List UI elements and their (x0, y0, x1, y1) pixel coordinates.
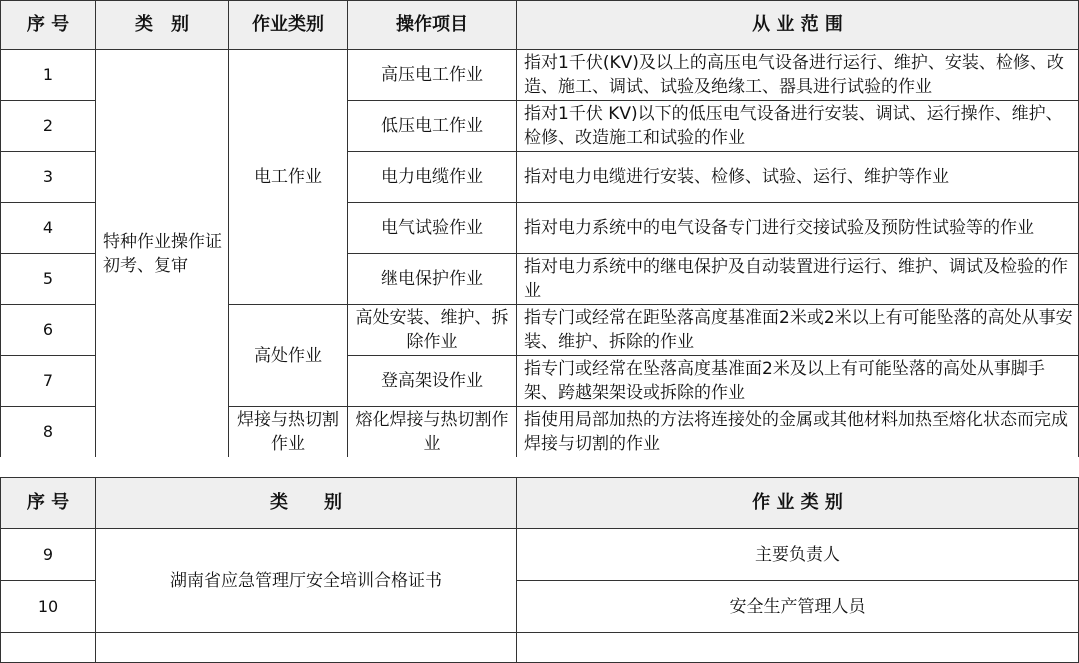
row-no: 4 (1, 203, 96, 254)
scope-text: 指对电力电缆进行安装、检修、试验、运行、维护等作业 (517, 152, 1079, 203)
header-operation-type: 作 业 类 别 (517, 478, 1079, 529)
empty-cell (517, 633, 1079, 663)
operation-type: 主要负责人 (517, 529, 1079, 581)
operation-item: 电力电缆作业 (348, 152, 517, 203)
row-no: 10 (1, 581, 96, 633)
empty-cell (96, 633, 517, 663)
header-no: 序 号 (1, 1, 96, 50)
operation-item: 熔化焊接与热切割作业 (348, 407, 517, 458)
table-header-row (1, 1, 1079, 50)
safety-training-table (0, 477, 1079, 663)
operation-item: 高压电工作业 (348, 50, 517, 101)
row-no: 9 (1, 529, 96, 581)
header-category: 类 别 (96, 478, 517, 529)
scope-text: 指对1千伏 KV)以下的低压电气设备进行安装、调试、运行操作、维护、检修、改造施工和试验的作业 (517, 101, 1079, 152)
row-no: 1 (1, 50, 96, 101)
scope-text: 指使用局部加热的方法将连接处的金属或其他材料加热至熔化状态而完成焊接与切割的作业 (517, 407, 1079, 458)
row-no: 5 (1, 254, 96, 305)
header-no: 序 号 (1, 478, 96, 529)
scope-text: 指专门或经常在坠落高度基准面2米及以上有可能坠落的高处从事脚手架、跨越架架设或拆除的作业 (517, 356, 1079, 407)
operation-item: 登高架设作业 (348, 356, 517, 407)
table-row-partial (1, 633, 1079, 663)
operation-item: 继电保护作业 (348, 254, 517, 305)
table-row (1, 50, 1079, 101)
header-category: 类 别 (96, 1, 229, 50)
scope-text: 指对1千伏(KV)及以上的高压电气设备进行运行、维护、安装、检修、改造、施工、调试、试验及绝缘工、器具进行试验的作业 (517, 50, 1079, 101)
header-operation-type: 作业类别 (229, 1, 348, 50)
table-gap (0, 457, 1079, 477)
scope-text: 指对电力系统中的电气设备专门进行交接试验及预防性试验等的作业 (517, 203, 1079, 254)
row-no: 3 (1, 152, 96, 203)
table-header-row (1, 478, 1079, 529)
operation-item: 高处安装、维护、拆除作业 (348, 305, 517, 356)
row-no: 2 (1, 101, 96, 152)
scope-text: 指专门或经常在距坠落高度基准面2米或2米以上有可能坠落的高处从事安装、维护、拆除的作业 (517, 305, 1079, 356)
header-operation-item: 操作项目 (348, 1, 517, 50)
row-no: 7 (1, 356, 96, 407)
table-row (1, 529, 1079, 581)
operation-item: 低压电工作业 (348, 101, 517, 152)
certificate-category: 湖南省应急管理厅安全培训合格证书 (96, 529, 517, 633)
row-no: 6 (1, 305, 96, 356)
group-welding: 焊接与热切割作业 (229, 407, 348, 458)
row-no: 8 (1, 407, 96, 458)
operation-type: 安全生产管理人员 (517, 581, 1079, 633)
group-electrical: 电工作业 (229, 50, 348, 305)
group-height: 高处作业 (229, 305, 348, 407)
category-cell: 特种作业操作证初考、复审 (96, 50, 229, 458)
header-scope: 从 业 范 围 (517, 1, 1079, 50)
empty-cell (1, 633, 96, 663)
operation-item: 电气试验作业 (348, 203, 517, 254)
scope-text: 指对电力系统中的继电保护及自动装置进行运行、维护、调试及检验的作业 (517, 254, 1079, 305)
